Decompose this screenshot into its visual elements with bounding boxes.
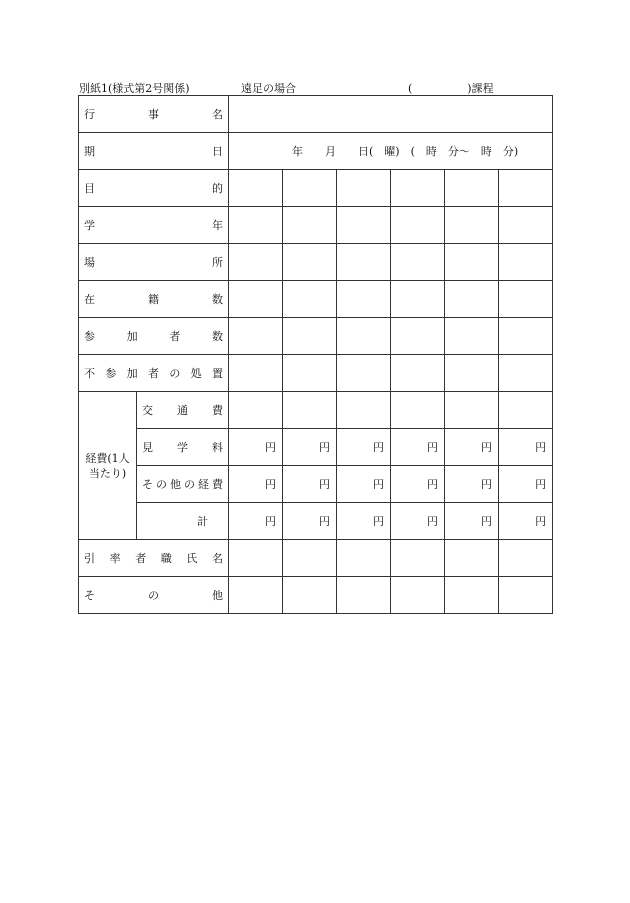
yen-cell[interactable]: 円 (445, 466, 499, 503)
row-other-expenses (79, 466, 553, 503)
yen-cell[interactable]: 円 (229, 429, 283, 466)
label-event-name (79, 96, 229, 133)
char: 処 (190, 367, 202, 380)
yen-cell[interactable]: 円 (445, 503, 499, 540)
yen-cell[interactable]: 円 (391, 429, 445, 466)
cell[interactable] (445, 244, 499, 281)
char: 者 (147, 367, 159, 380)
expenses-text: 経費(1人当たり) (85, 451, 130, 480)
char: の (169, 367, 181, 380)
char: 加 (126, 330, 138, 343)
yen-cell[interactable]: 円 (499, 429, 553, 466)
label-enrolled (79, 281, 229, 318)
cell[interactable] (283, 281, 337, 318)
cell[interactable] (337, 244, 391, 281)
label-participants (79, 318, 229, 355)
course-label: ( )課程 (408, 82, 494, 95)
cell[interactable] (283, 170, 337, 207)
cell[interactable] (229, 577, 283, 614)
char: 職 (160, 552, 172, 565)
cell[interactable] (499, 281, 553, 318)
row-participants (79, 318, 553, 355)
row-others (79, 577, 553, 614)
cell[interactable] (229, 392, 283, 429)
cell[interactable] (229, 355, 283, 392)
char: 場 (84, 256, 95, 269)
cell[interactable] (499, 170, 553, 207)
cell[interactable] (445, 281, 499, 318)
cell[interactable] (229, 170, 283, 207)
char: 在 (84, 293, 95, 306)
label-place (79, 244, 229, 281)
row-grade (79, 207, 553, 244)
cell[interactable] (445, 540, 499, 577)
cell[interactable] (283, 392, 337, 429)
yen-cell[interactable]: 円 (229, 503, 283, 540)
yen-cell[interactable]: 円 (337, 429, 391, 466)
char: 所 (212, 256, 223, 269)
char: 事 (148, 108, 159, 121)
char: 期 (84, 145, 95, 158)
yen-cell[interactable]: 円 (499, 503, 553, 540)
char: の (156, 478, 167, 491)
label-total: 計 (137, 503, 229, 540)
label-non-participants (79, 355, 229, 392)
yen-cell[interactable]: 円 (283, 466, 337, 503)
cell[interactable] (391, 244, 445, 281)
label-expenses (79, 392, 137, 540)
cell[interactable] (391, 170, 445, 207)
cell[interactable] (445, 207, 499, 244)
cell[interactable] (445, 318, 499, 355)
cell[interactable] (445, 577, 499, 614)
char: 年 (212, 219, 223, 232)
row-total (79, 503, 553, 540)
char: 的 (212, 182, 223, 195)
label-transport (137, 392, 229, 429)
yen-cell[interactable]: 円 (499, 466, 553, 503)
cell[interactable] (499, 392, 553, 429)
cell[interactable] (337, 355, 391, 392)
char: 見 (142, 441, 153, 454)
cell[interactable] (499, 318, 553, 355)
char: 籍 (148, 293, 159, 306)
cell[interactable] (391, 577, 445, 614)
cell[interactable] (445, 392, 499, 429)
cell[interactable] (337, 577, 391, 614)
char: 名 (211, 552, 223, 565)
char: 不 (84, 367, 95, 380)
cell[interactable] (337, 318, 391, 355)
cell[interactable] (229, 207, 283, 244)
excursion-plan-table (78, 95, 553, 614)
field-date[interactable] (229, 133, 553, 170)
char: 目 (84, 182, 95, 195)
label-admission (137, 429, 229, 466)
cell[interactable] (499, 207, 553, 244)
cell[interactable] (283, 540, 337, 577)
cell[interactable] (229, 281, 283, 318)
char: 行 (84, 108, 95, 121)
label-leaders (79, 540, 229, 577)
yen-cell[interactable]: 円 (445, 429, 499, 466)
char: 者 (135, 552, 147, 565)
cell[interactable] (391, 281, 445, 318)
char: 参 (84, 330, 95, 343)
row-leaders (79, 540, 553, 577)
cell[interactable] (391, 207, 445, 244)
char: 者 (169, 330, 181, 343)
form-reference: 別紙1(様式第2号関係) (79, 82, 190, 95)
cell[interactable] (337, 281, 391, 318)
char: そ (142, 478, 153, 491)
char: 率 (109, 552, 121, 565)
cell[interactable] (337, 170, 391, 207)
yen-cell[interactable]: 円 (391, 466, 445, 503)
cell[interactable] (499, 577, 553, 614)
cell[interactable] (337, 207, 391, 244)
label-other-expenses (137, 466, 229, 503)
row-admission (79, 429, 553, 466)
cell[interactable] (499, 244, 553, 281)
char: 学 (177, 441, 188, 454)
char: 他 (212, 589, 223, 602)
cell[interactable] (283, 207, 337, 244)
char: 数 (212, 293, 223, 306)
cell[interactable] (283, 355, 337, 392)
cell[interactable] (229, 318, 283, 355)
row-place (79, 244, 553, 281)
field-event-name[interactable] (229, 96, 553, 133)
char: 名 (212, 108, 223, 121)
yen-cell[interactable]: 円 (283, 429, 337, 466)
case-title: 遠足の場合 (241, 82, 296, 95)
label-others (79, 577, 229, 614)
yen-cell[interactable]: 円 (229, 466, 283, 503)
char: 費 (212, 478, 223, 491)
cell[interactable] (445, 170, 499, 207)
char: の (184, 478, 195, 491)
char: 通 (177, 404, 188, 417)
row-purpose (79, 170, 553, 207)
cell[interactable] (391, 540, 445, 577)
label-date (79, 133, 229, 170)
cell[interactable] (283, 244, 337, 281)
label-purpose (79, 170, 229, 207)
row-non-participants (79, 355, 553, 392)
cell[interactable] (499, 355, 553, 392)
cell[interactable] (445, 355, 499, 392)
cell[interactable] (391, 355, 445, 392)
char: 置 (211, 367, 223, 380)
yen-cell[interactable]: 円 (337, 503, 391, 540)
row-enrolled (79, 281, 553, 318)
char: 料 (212, 441, 223, 454)
char: 他 (170, 478, 181, 491)
cell[interactable] (499, 540, 553, 577)
cell[interactable] (337, 540, 391, 577)
yen-cell[interactable]: 円 (337, 466, 391, 503)
char: 費 (212, 404, 223, 417)
char: 学 (84, 219, 95, 232)
char: 参 (105, 367, 117, 380)
cell[interactable] (229, 244, 283, 281)
cell[interactable] (283, 318, 337, 355)
yen-cell[interactable]: 円 (391, 503, 445, 540)
cell[interactable] (391, 392, 445, 429)
date-format: 年 月 日( 曜) ( 時 分〜 時 分) (292, 145, 519, 158)
char: 加 (126, 367, 138, 380)
char: の (148, 589, 159, 602)
row-transport (79, 392, 553, 429)
char: 日 (212, 145, 223, 158)
char: そ (84, 589, 95, 602)
row-event-name (79, 96, 553, 133)
char: 交 (142, 404, 153, 417)
char: 氏 (186, 552, 198, 565)
cell[interactable] (283, 577, 337, 614)
char: 引 (84, 552, 95, 565)
char: 数 (211, 330, 223, 343)
cell[interactable] (337, 392, 391, 429)
cell[interactable] (391, 318, 445, 355)
row-date (79, 133, 553, 170)
yen-cell[interactable]: 円 (283, 503, 337, 540)
label-grade (79, 207, 229, 244)
char: 経 (198, 478, 209, 491)
cell[interactable] (229, 540, 283, 577)
